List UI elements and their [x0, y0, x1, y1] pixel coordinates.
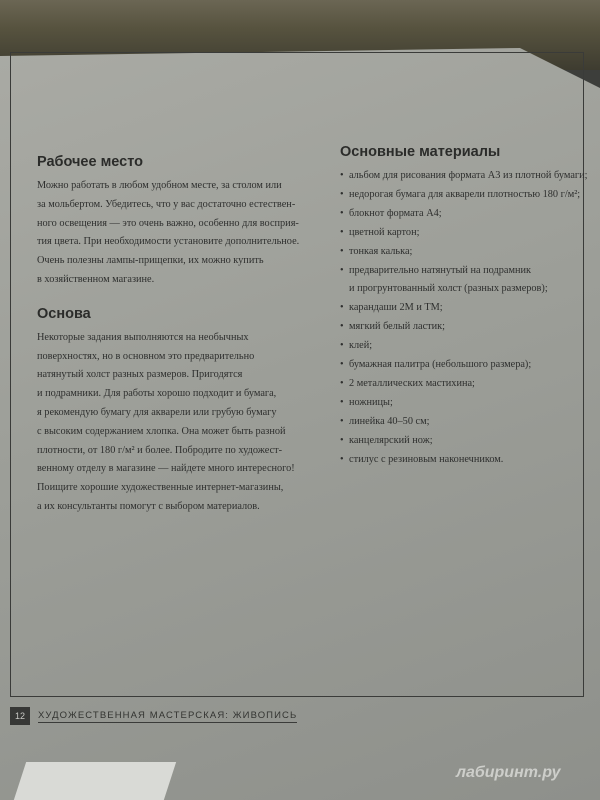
- paragraph-line: ного освещения — это очень важно, особенно для восприя-: [37, 217, 299, 229]
- paragraph-line: Поищите хорошие художественные интернет-магазины,: [37, 482, 284, 494]
- materials-list: [340, 167, 600, 470]
- list-item: • блокнот формата А4;: [340, 205, 600, 224]
- list-item: • бумажная палитра (небольшого размера);: [340, 356, 600, 375]
- paragraph-line: тия цвета. При необходимости установите дополнительное.: [37, 236, 300, 248]
- base-section: [37, 306, 327, 517]
- page-number: 12: [10, 707, 30, 725]
- list-item: • предварительно натянутый на подрамник: [340, 262, 600, 281]
- list-item: • 2 металлических мастихина;: [340, 375, 600, 394]
- workplace-paragraph: [37, 177, 327, 290]
- left-column: [37, 154, 327, 517]
- list-item: • тонкая калька;: [340, 243, 600, 262]
- running-title: ХУДОЖЕСТВЕННАЯ МАСТЕРСКАЯ: ЖИВОПИСЬ: [38, 709, 298, 721]
- list-item: • мягкий белый ластик;: [340, 318, 600, 337]
- list-item: • линейка 40–50 см;: [340, 413, 600, 432]
- base-paragraph: [37, 329, 327, 517]
- list-item: • карандаши 2М и ТМ;: [340, 299, 600, 318]
- list-item: • недорогая бумага для акварели плотностью 180 г/м²;: [340, 186, 600, 205]
- right-column: [340, 144, 600, 470]
- paragraph-line: поверхностях, но в основном это предварительно: [37, 350, 255, 362]
- list-item: • канцелярский нож;: [340, 432, 600, 451]
- paragraph-line: венному отделу в магазине — найдете много интересного!: [37, 463, 295, 475]
- list-item-continuation: и прогрунтованный холст (разных размеров);: [349, 283, 548, 295]
- paragraph-line: Очень полезны лампы-прищепки, их можно купить: [37, 255, 264, 267]
- section-title-workplace: Рабочее место: [37, 154, 144, 170]
- paragraph-line: с высоким содержанием хлопка. Она может быть разной: [37, 425, 286, 437]
- list-item: • альбом для рисования формата А3 из плотной бумаги;: [340, 167, 600, 186]
- list-item: • стилус с резиновым наконечником.: [340, 451, 600, 470]
- list-item: • клей;: [340, 337, 600, 356]
- paragraph-line: плотности, от 180 г/м² и более. Побродите по художест-: [37, 444, 283, 456]
- paragraph-line: и подрамники. Для работы хорошо подходит и бумага,: [37, 388, 277, 400]
- paragraph-line: Некоторые задания выполняются на необычных: [37, 331, 249, 343]
- paragraph-line: за мольбертом. Убедитесь, что у вас достаточно естествен-: [37, 198, 296, 210]
- paragraph-line: в хозяйственном магазине.: [37, 273, 155, 285]
- paragraph-line: а их консультанты помогут с выбором материалов.: [37, 500, 260, 512]
- watermark-logo: лабиринт.ру: [456, 764, 561, 781]
- paragraph-line: Можно работать в любом удобном месте, за столом или: [37, 180, 282, 191]
- list-item: • цветной картон;: [340, 224, 600, 243]
- paper-sheet-corner: [14, 762, 176, 800]
- list-item: • ножницы;: [340, 394, 600, 413]
- section-title-base: Основа: [37, 305, 91, 322]
- page-footer: [10, 706, 584, 726]
- paragraph-line: натянутый холст разных размеров. Пригодятся: [37, 369, 243, 381]
- section-title-materials: Основные материалы: [340, 144, 501, 160]
- paragraph-line: я рекомендую бумагу для акварели или грубую бумагу: [37, 406, 277, 418]
